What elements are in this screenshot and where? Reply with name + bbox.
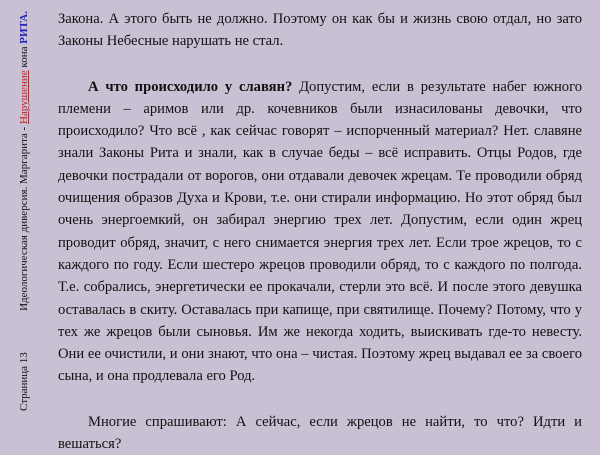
series-title [17, 11, 31, 311]
paragraph-2 [58, 76, 582, 388]
paragraph-gap [58, 53, 582, 76]
series-title-red: Нарушение [18, 70, 30, 125]
side-header-rotated [17, 11, 31, 411]
page-number-label: Страница 13 [18, 352, 30, 411]
paragraph-2-heading: А что происходило у славян? [88, 78, 293, 95]
paragraph-gap [58, 388, 582, 411]
series-title-main: Идеологическая диверсия. Маргарита - [18, 124, 30, 311]
series-title-middle: кона [18, 43, 30, 71]
side-header [4, 0, 44, 423]
paragraph-1: Закона. А этого быть не должно. Поэтому он как бы и жизнь свою отдал, но зато Законы Небесные нарушать не стал. [58, 11, 582, 50]
paragraph-3: Многие спрашивают: А сейчас, если жрецов не найти, то что? Идти и вешаться? [58, 413, 582, 453]
paragraph-2-text: Допустим, если в результате набег южного племени – аримов или др. кочевников были изнасилованы девочки, что происходило? Что всё , как сейчас говорят – испорченный материал? Нет. славяне знали Законы Рита и знали, как в случае беды – всё исправить. Отцы Родов, где девочки пострадали от ворогов, они отдавали девочек жрецам. Те проводили обряд очищения образов Духа и Крови, т.е. они стирали информацию. Но этот обряд был очень энергоемкий, он забирал энергию трех лет. Допустим, если один жрец проводит обряд, значит, с него снимается энергия трех лет. Если трое жрецов, то с каждого по году. Если шестеро жрецов проводили обряд, то с каждого по полгода. Т.е. собрались, энергетически ее прокачали, стерли это всё. И после этого девушка оставалась в скиту. Оставалась при капище, при святилище. Почему? Потому, что у тех же жрецов были сыновья. Им же некогда ходить, выискивать где-то невесту. Они ее очистили, и они знают, что она – чистая. Поэтому жрец выдавал ее за своего сына, и она продлевала его Род. [58, 78, 582, 385]
series-title-blue: РИТА. [18, 11, 30, 44]
page-content [58, 8, 582, 455]
